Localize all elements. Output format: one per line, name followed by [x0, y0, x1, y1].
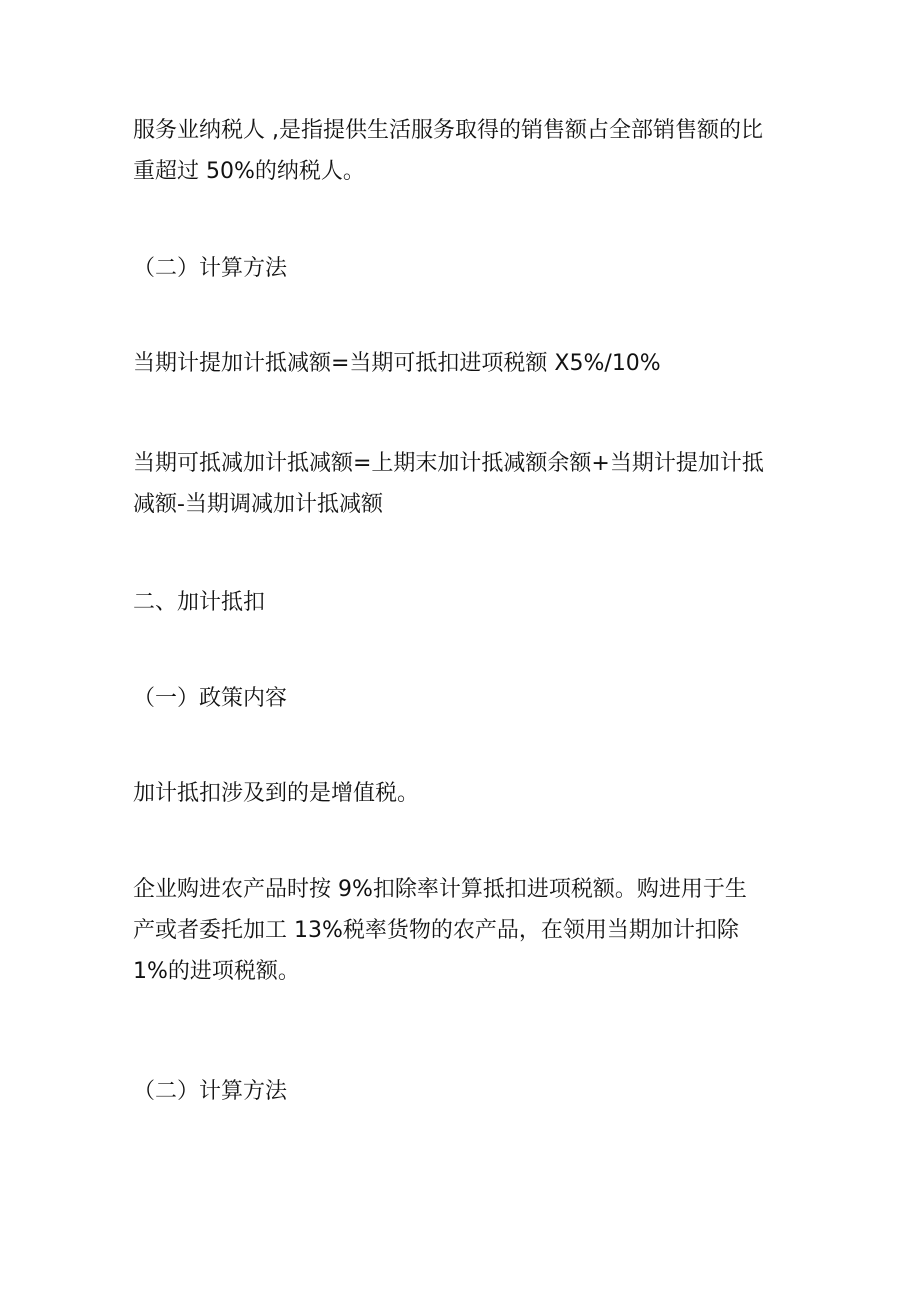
text-line: 产或者委托加工 13%税率货物的农产品，在领用当期加计扣除 — [133, 918, 739, 943]
heading-text: （二）计算方法 — [133, 1079, 288, 1104]
heading-calculation-method — [133, 248, 803, 289]
text-line: 企业购进农产品时按 9%扣除率计算抵扣进项税额。购进用于生 — [133, 877, 747, 902]
formula-text: 当期可抵减加计抵减额=上期末加计抵减额余额+当期计提加计抵 — [133, 451, 764, 476]
text-line: 1%的进项税额。 — [133, 959, 300, 984]
formula-text: 当期计提加计抵减额=当期可抵扣进项税额 X5%/10% — [133, 351, 661, 376]
text-line: 服务业纳税人 ,是指提供生活服务取得的销售额占全部销售额的比 — [133, 118, 763, 143]
heading-calculation-method-2 — [133, 1071, 803, 1112]
section-heading-additional-deduction — [133, 582, 803, 623]
heading-text: （二）计算方法 — [133, 256, 288, 281]
heading-text: （一）政策内容 — [133, 686, 288, 711]
text-line: 重超过 50%的纳税人。 — [133, 159, 365, 184]
paragraph-vat-scope — [133, 773, 803, 814]
formula-text: 减额-当期调减加计抵减额 — [133, 492, 383, 517]
heading-policy-content — [133, 678, 803, 719]
formula-current-deductible — [133, 443, 803, 525]
text-line: 加计抵扣涉及到的是增值税。 — [133, 781, 420, 806]
formula-current-accrual — [133, 343, 803, 384]
paragraph-agricultural-products — [133, 869, 803, 992]
heading-text: 二、加计抵扣 — [133, 590, 266, 615]
paragraph-service-taxpayer — [133, 110, 803, 192]
